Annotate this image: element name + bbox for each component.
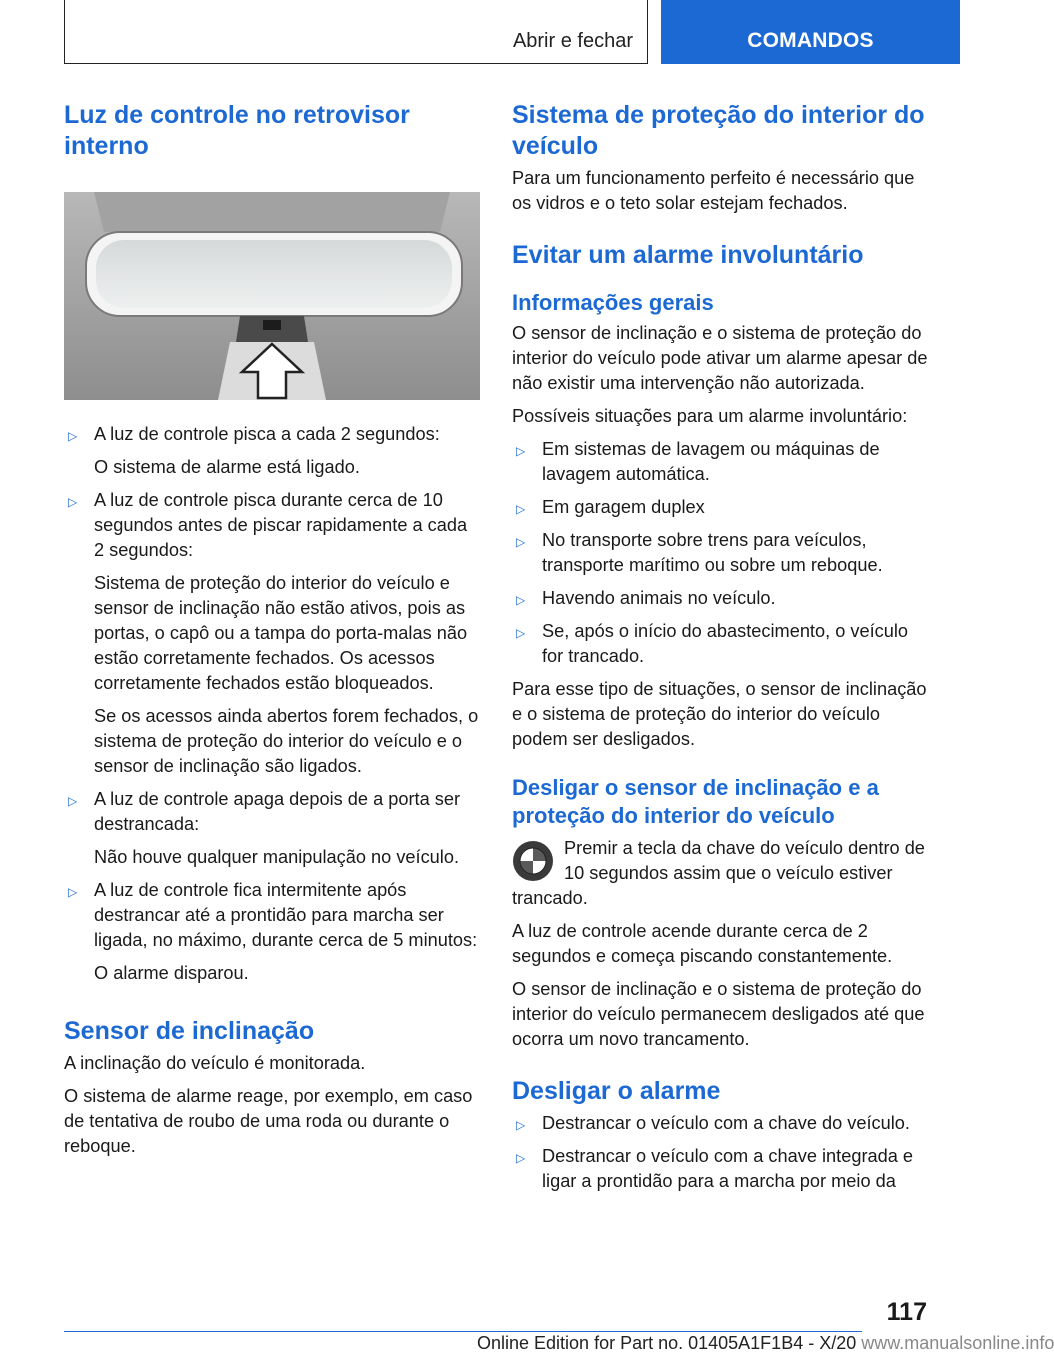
interior-protection-intro: Para um funcionamento perfeito é necessário que os vidros e o teto solar estejam fechados. <box>512 168 915 213</box>
list-item-text: Destrancar o veículo com a chave do veículo. <box>542 1113 910 1133</box>
triangle-bullet-icon: ▷ <box>516 1151 526 1165</box>
list-item-text: Em sistemas de lavagem ou máquinas de lavagem automática. <box>542 439 880 484</box>
list-item <box>512 586 928 611</box>
list-item-subtext: Sistema de proteção do interior do veículo e sensor de inclinação não estão ativos, pois as portas, o capô ou a tampa do porta-malas não estão corretamente fechados. Os acessos corretamente fechados estão bloqueados. <box>94 573 468 693</box>
bmw-logo-icon <box>512 840 554 882</box>
list-item-text: Se, após o início do abastecimento, o veículo for trancado. <box>542 621 908 666</box>
list-item <box>512 1111 928 1136</box>
control-light-list <box>64 422 480 986</box>
left-column <box>64 100 480 1159</box>
list-item <box>512 619 928 669</box>
avoid-alarm-title: Evitar um alarme involuntário <box>512 241 864 269</box>
list-item-text: A luz de controle fica intermitente após destrancar até a prontidão para marcha ser ligada, no máximo, durante cerca de 5 minutos: <box>94 880 478 950</box>
situations-after-paragraph: Para esse tipo de situações, o sensor de inclinação e o sistema de proteção do interior do veículo podem ser desligados. <box>512 679 927 749</box>
general-info-title: Informações gerais <box>512 290 714 315</box>
header-section-title: Abrir e fechar <box>512 30 633 52</box>
list-item-text: A luz de controle pisca durante cerca de 10 segundos antes de piscar rapidamente a cada 2 segundos: <box>94 490 468 560</box>
disable-alarm-list <box>512 1111 928 1194</box>
list-item-subtext: Se os acessos ainda abertos forem fechados, o sistema de proteção do interior do veículo e o sensor de inclinação são ligados. <box>94 706 479 776</box>
list-item-subtext: O alarme disparou. <box>94 963 249 983</box>
list-item <box>512 495 928 520</box>
triangle-bullet-icon: ▷ <box>68 794 78 808</box>
list-item-text: Em garagem duplex <box>542 497 705 517</box>
disable-sensor-paragraph: Premir a tecla da chave do veículo dentro de 10 segundos assim que o veículo estiver trancado. <box>512 838 925 908</box>
disable-sensor-title: Desligar o sensor de inclinação e a proteção do interior do veículo <box>512 775 879 828</box>
list-item-text: Destrancar o veículo com a chave integrada e ligar a prontidão para a marcha por meio da <box>542 1146 914 1191</box>
disable-sensor-block <box>512 836 928 911</box>
triangle-bullet-icon: ▷ <box>516 626 526 640</box>
list-item <box>64 878 480 986</box>
list-item-text: Havendo animais no veículo. <box>542 588 776 608</box>
triangle-bullet-icon: ▷ <box>68 885 78 899</box>
triangle-bullet-icon: ▷ <box>516 444 526 458</box>
tilt-sensor-paragraph: A inclinação do veículo é monitorada. <box>64 1053 366 1073</box>
interior-protection-title: Sistema de proteção do interior do veículo <box>512 101 925 160</box>
list-item <box>64 488 480 779</box>
header-chapter-tab <box>661 0 960 64</box>
general-info-paragraph: O sensor de inclinação e o sistema de proteção do interior do veículo pode ativar um alarme apesar de não existir uma intervenção não autorizada. <box>512 323 928 393</box>
triangle-bullet-icon: ▷ <box>516 535 526 549</box>
list-item <box>512 528 928 578</box>
disable-alarm-title: Desligar o alarme <box>512 1077 721 1105</box>
list-item <box>64 422 480 480</box>
disable-sensor-paragraph: O sensor de inclinação e o sistema de proteção do interior do veículo permanecem desligados até que ocorra um novo trancamento. <box>512 979 925 1049</box>
triangle-bullet-icon: ▷ <box>68 429 78 443</box>
list-item-subtext: Não houve qualquer manipulação no veículo. <box>94 847 460 867</box>
footer-divider <box>64 1331 862 1332</box>
right-column <box>512 100 928 1194</box>
list-item-text: A luz de controle apaga depois de a porta ser destrancada: <box>94 789 461 834</box>
triangle-bullet-icon: ▷ <box>516 1118 526 1132</box>
footer-watermark: www.manualsonline.info <box>861 1333 1054 1353</box>
header-chapter-label: COMANDOS <box>747 29 874 52</box>
header-section-box <box>64 0 648 64</box>
general-info-paragraph: Possíveis situações para um alarme involuntário: <box>512 406 908 426</box>
alarm-situations-list <box>512 437 928 669</box>
triangle-bullet-icon: ▷ <box>516 502 526 516</box>
tilt-sensor-paragraph: O sistema de alarme reage, por exemplo, em caso de tentativa de roubo de uma roda ou durante o reboque. <box>64 1086 473 1156</box>
list-item <box>512 1144 928 1194</box>
triangle-bullet-icon: ▷ <box>516 593 526 607</box>
list-item-text: No transporte sobre trens para veículos, transporte marítimo ou sobre um reboque. <box>542 530 883 575</box>
disable-sensor-paragraph: A luz de controle acende durante cerca de 2 segundos e começa piscando constantemente. <box>512 921 893 966</box>
footer-edition-text: Online Edition for Part no. 01405A1F1B4 - X/20 <box>477 1333 857 1353</box>
list-item <box>64 787 480 870</box>
control-light-title: Luz de controle no retrovisor interno <box>64 101 410 160</box>
tilt-sensor-title: Sensor de inclinação <box>64 1017 315 1045</box>
list-item-subtext: O sistema de alarme está ligado. <box>94 457 360 477</box>
rearview-mirror-illustration <box>64 192 480 400</box>
footer-edition <box>477 1333 1054 1354</box>
page-number: 117 <box>886 1298 927 1326</box>
triangle-bullet-icon: ▷ <box>68 495 78 509</box>
list-item-text: A luz de controle pisca a cada 2 segundos: <box>94 424 440 444</box>
list-item <box>512 437 928 487</box>
